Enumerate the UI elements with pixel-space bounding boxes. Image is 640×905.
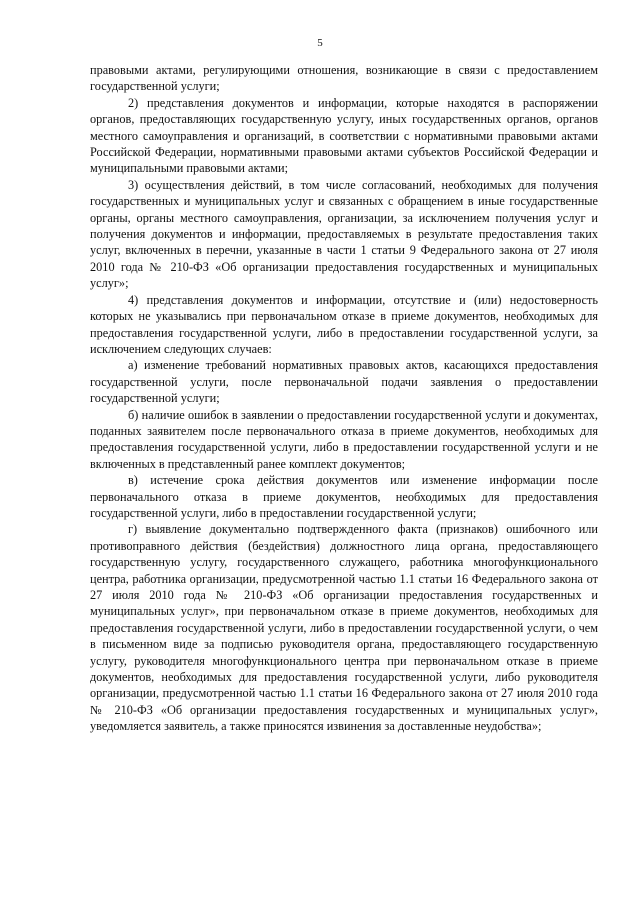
paragraph-subitem-b: б) наличие ошибок в заявлении о предоставлении государственной услуги и документах, поданных заявителем после первоначального отказа в приеме документов, необходимых для предоставления государственной услуги, либо в предоставлении государственной услуги и не включенных в представленный ранее комплект документов;	[90, 407, 598, 471]
page-number: 5	[317, 37, 323, 49]
paragraph-continuation: правовыми актами, регулирующими отношения, возникающие в связи с предоставлением государственной услуги;	[90, 63, 598, 94]
paragraph-item-2: 2) представления документов и информации, которые находятся в распоряжении органов, предоставляющих государственную услугу, иных государственных органов, органов местного самоуправления и организаций, в соответствии с нормативными правовыми актами Российской Федерации, нормативными правовыми актами субъектов Российской Федерации и муниципальными правовыми актами;	[90, 95, 598, 176]
paragraph-subitem-g: г) выявление документально подтвержденного факта (признаков) ошибочного или противоправного действия (бездействия) должностного лица органа, предоставляющего государственную услугу, государственного служащего, работника многофункционального центра, работника организации, предусмотренной частью 1.1 статьи 16 Федерального закона от 27 июля 2010 года № 210-ФЗ «Об организации предоставления государственных и муниципальных услуг», при первоначальном отказе в приеме документов, необходимых для предоставления государственной услуги, либо в предоставлении государственной услуги, о чем в письменном виде за подписью руководителя органа, предоставляющего государственную услугу, руководителя многофункционального центра при первоначальном отказе в приеме документов, необходимых для предоставления государственной услуги, либо руководителя организации, предусмотренной частью 1.1 статьи 16 Федерального закона от 27 июля 2010 года № 210-ФЗ «Об организации предоставления государственных и муниципальных услуг», уведомляется заявитель, а также приносятся извинения за доставленные неудобства»;	[90, 522, 598, 734]
paragraph-item-4: 4) представления документов и информации, отсутствие и (или) недостоверность которых не указывались при первоначальном отказе в приеме документов, необходимых для предоставления государственной услуги, либо в предоставлении государственной услуги, за исключением следующих случаев:	[90, 292, 598, 356]
paragraph-subitem-a: а) изменение требований нормативных правовых актов, касающихся предоставления государственной услуги, после первоначальной подачи заявления о предоставлении государственной услуги;	[90, 358, 598, 406]
paragraph-item-3: 3) осуществления действий, в том числе согласований, необходимых для получения государственных и муниципальных услуг и связанных с обращением в иные государственные органы, органы местного самоуправления, организации, за исключением получения услуг и получения документов и информации, предоставляемых в результате предоставления таких услуг, включенных в перечни, указанные в части 1 статьи 9 Федерального закона от 27 июля 2010 года № 210-ФЗ «Об организации предоставления государственных и муниципальных услуг»;	[90, 177, 598, 291]
paragraph-subitem-v: в) истечение срока действия документов или изменение информации после первоначального отказа в приеме документов, необходимых для предоставления государственной услуги, либо в предоставлении государственной услуги;	[90, 473, 598, 520]
document-body	[90, 62, 598, 735]
